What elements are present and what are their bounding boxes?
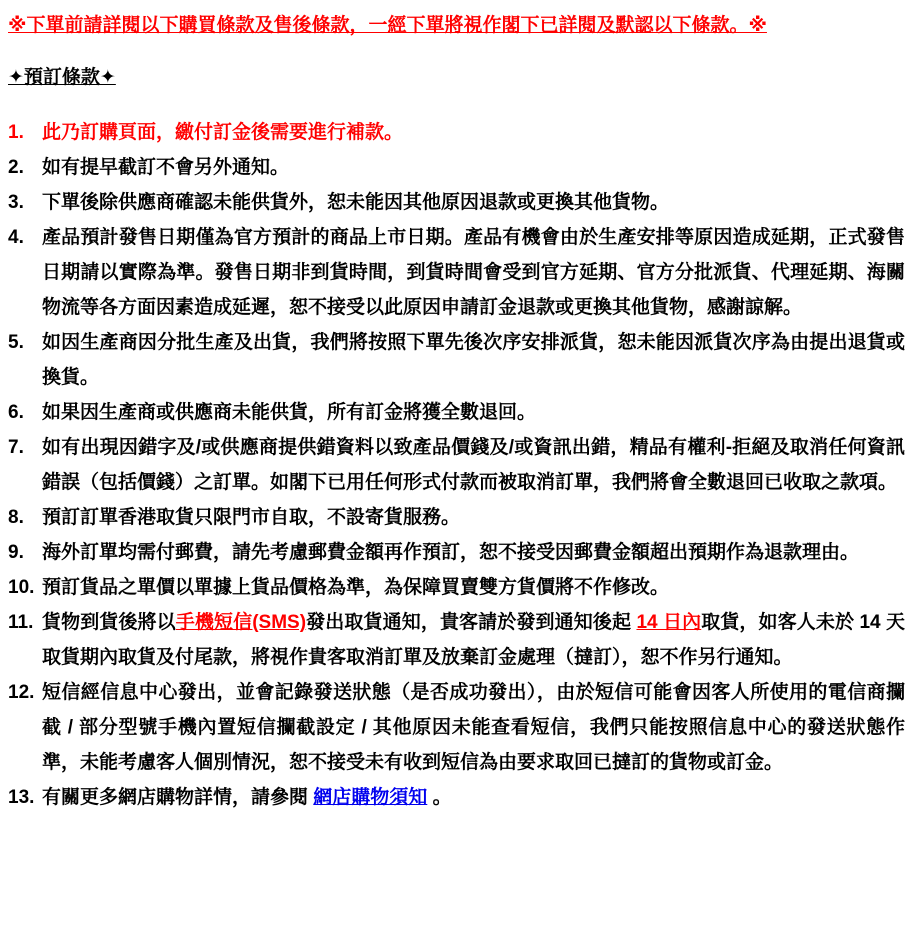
term-item-7 [8, 430, 905, 500]
term-number: 4. [8, 227, 24, 248]
term-text [42, 780, 905, 815]
term-item-5 [8, 325, 905, 395]
term-text [42, 150, 905, 185]
term-segment: 。 [427, 787, 452, 808]
term-segment: 短信經信息中心發出，並會記錄發送狀態（是否成功發出），由於短信可能會因客人所使用的電信商攔截 / 部分型號手機內置短信攔截設定 / 其他原因未能查看短信，我們只能按照信息中心的發送狀態作準，未能考慮客人個別情況，恕不接受未有收到短信為由要求取回已撻訂的貨物或訂金。 [42, 682, 905, 773]
shop-guide-link[interactable]: 網店購物須知 [313, 787, 428, 808]
term-segment: 貨物到貨後將以 [42, 612, 176, 633]
terms-list [8, 115, 905, 815]
term-segment: 有關更多網店購物詳情，請參閱 [42, 787, 314, 808]
term-segment: 發出取貨通知，貴客請於發到通知後起 [306, 612, 637, 633]
term-text [42, 570, 905, 605]
term-item-13 [8, 780, 905, 815]
term-number: 8. [8, 507, 24, 528]
term-segment: 海外訂單均需付郵費，請先考慮郵費金額再作預訂，恕不接受因郵費金額超出預期作為退款理由。 [42, 542, 860, 563]
term-item-4 [8, 220, 905, 325]
term-item-1 [8, 115, 905, 150]
term-segment: 如因生產商因分批生產及出貨，我們將按照下單先後次序安排派貨，恕未能因派貨次序為由提出退貨或換貨。 [42, 332, 905, 388]
term-number: 6. [8, 402, 24, 423]
term-segment: 預訂貨品之單價以單據上貨品價格為準，為保障買賣雙方貨價將不作修改。 [42, 577, 670, 598]
term-text [42, 395, 905, 430]
term-text [42, 500, 905, 535]
term-number: 2. [8, 157, 24, 178]
term-number: 1. [8, 122, 24, 143]
term-text [42, 675, 905, 780]
term-number: 13. [8, 787, 35, 808]
term-item-12 [8, 675, 905, 780]
term-item-10 [8, 570, 905, 605]
section-heading-preorder-terms: ✦預訂條款✦ [8, 67, 116, 88]
term-number: 5. [8, 332, 24, 353]
term-number: 12. [8, 682, 35, 703]
term-segment: 產品預計發售日期僅為官方預計的商品上市日期。產品有機會由於生產安排等原因造成延期，正式發售日期請以實際為準。發售日期非到貨時間，到貨時間會受到官方延期、官方分批派貨、代理延期、海關物流等各方面因素造成延遲，恕不接受以此原因申請訂金退款或更換其他貨物，感謝諒解。 [42, 227, 905, 318]
term-segment: 取貨，如客人未於 14 天取貨期內取貨及付尾款，將視作貴客取消訂單及放棄訂金處理（撻訂），恕不作另行通知。 [42, 612, 905, 668]
highlighted-text: 14 日內 [636, 612, 702, 633]
term-number: 3. [8, 192, 24, 213]
term-text [42, 185, 905, 220]
term-item-2 [8, 150, 905, 185]
term-number: 9. [8, 542, 24, 563]
pre-order-warning-notice: ※下單前請詳閱以下購買條款及售後條款，一經下單將視作閣下已詳閱及默認以下條款。※ [8, 15, 767, 36]
term-item-3 [8, 185, 905, 220]
term-text [42, 220, 905, 325]
term-segment: 預訂訂單香港取貨只限門市自取，不設寄貨服務。 [42, 507, 461, 528]
term-segment: 如有提早截訂不會另外通知。 [42, 157, 290, 178]
term-segment: 如有出現因錯字及/或供應商提供錯資料以致產品價錢及/或資訊出錯，精品有權利-拒絕及取消任何資訊錯誤（包括價錢）之訂單。如閣下已用任何形式付款而被取消訂單，我們將會全數退回已收取之款項。 [42, 437, 905, 493]
term-item-8 [8, 500, 905, 535]
highlighted-text: 手機短信(SMS) [175, 612, 307, 633]
heading-row [8, 65, 905, 115]
term-item-9 [8, 535, 905, 570]
term-segment: 如果因生產商或供應商未能供貨，所有訂金將獲全數退回。 [42, 402, 537, 423]
term-number: 7. [8, 437, 24, 458]
term-text [42, 115, 905, 150]
highlighted-text: 此乃訂購頁面，繳付訂金後需要進行補款。 [42, 122, 404, 143]
term-text [42, 430, 905, 500]
term-text [42, 605, 905, 675]
term-text [42, 535, 905, 570]
term-text [42, 325, 905, 395]
term-number: 11. [8, 612, 34, 633]
term-segment: 下單後除供應商確認未能供貨外，恕未能因其他原因退款或更換其他貨物。 [42, 192, 670, 213]
term-number: 10. [8, 577, 35, 598]
term-item-11 [8, 605, 905, 675]
term-item-6 [8, 395, 905, 430]
